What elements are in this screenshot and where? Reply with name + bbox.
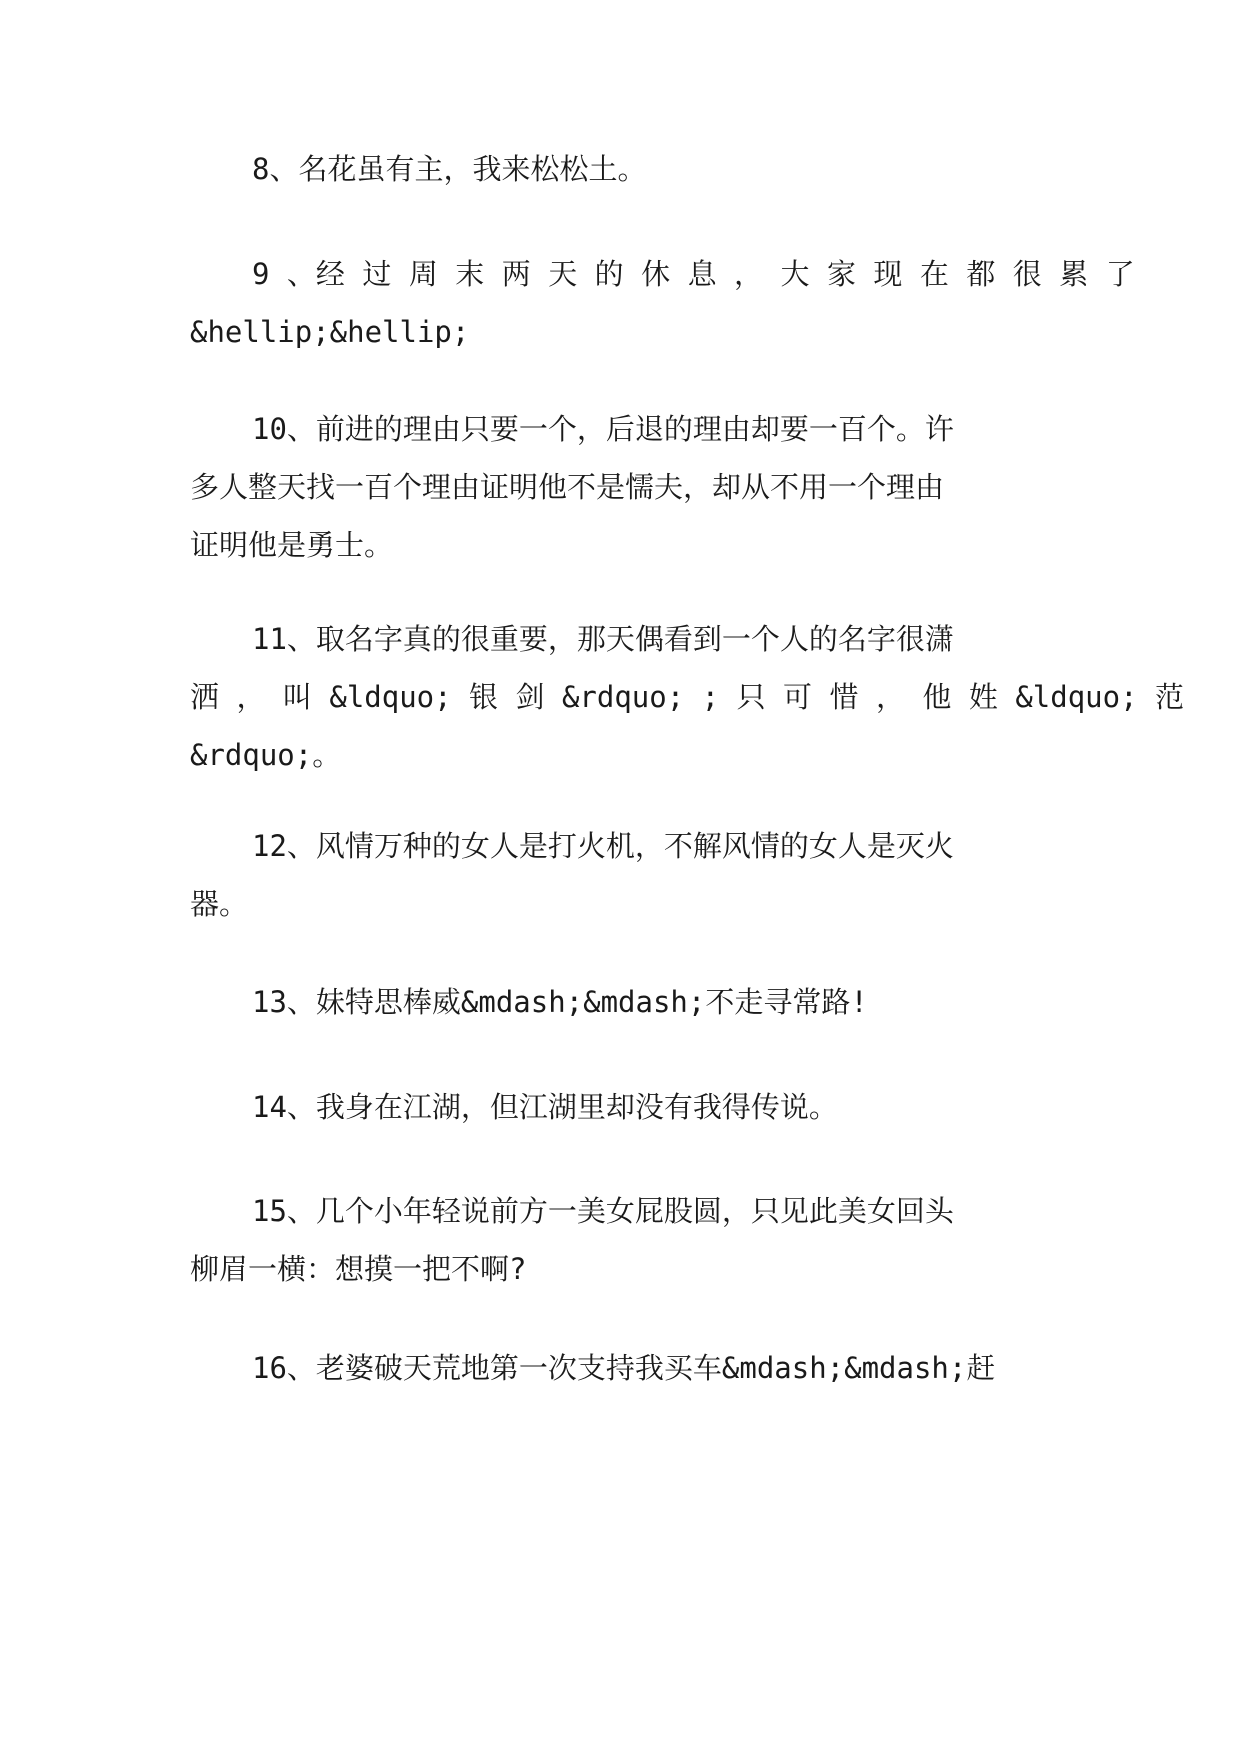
paragraph-line: 证明他是勇士。	[190, 528, 394, 562]
paragraph-12	[190, 817, 1050, 933]
paragraph-line: 柳眉一横：想摸一把不啊?	[190, 1252, 527, 1286]
paragraph-line: 10、前进的理由只要一个，后退的理由却要一百个。许	[252, 412, 954, 446]
paragraph-line: &hellip;&hellip;	[190, 315, 470, 349]
paragraph-10	[190, 400, 1050, 574]
paragraph-9	[190, 245, 1135, 361]
paragraph-line: 器。	[190, 887, 249, 921]
paragraph-16	[190, 1339, 1050, 1397]
paragraph-line: 8、名花虽有主，我来松松土。	[252, 152, 647, 186]
paragraph-line: 11、取名字真的很重要，那天偶看到一个人的名字很潇	[252, 622, 954, 656]
paragraph-11	[190, 610, 1185, 784]
paragraph-14	[190, 1078, 1050, 1136]
paragraph-line: 12、风情万种的女人是打火机，不解风情的女人是灭火	[252, 829, 954, 863]
paragraph-line: 15、几个小年轻说前方一美女屁股圆，只见此美女回头	[252, 1194, 954, 1228]
paragraph-line: &rdquo;。	[190, 738, 342, 772]
paragraph-8	[190, 140, 1050, 198]
paragraph-13	[190, 973, 1050, 1031]
paragraph-line: 洒 ， 叫 &ldquo; 银 剑 &rdquo; ; 只 可 惜 ， 他 姓 &ldquo; 范	[190, 680, 1185, 714]
paragraph-line: 9 、经 过 周 末 两 天 的 休 息 ， 大 家 现 在 都 很 累 了	[252, 257, 1135, 291]
paragraph-line: 13、妹特思棒威&mdash;&mdash;不走寻常路!	[252, 985, 868, 1019]
paragraph-line: 16、老婆破天荒地第一次支持我买车&mdash;&mdash;赶	[252, 1351, 996, 1385]
paragraph-line: 14、我身在江湖，但江湖里却没有我得传说。	[252, 1090, 838, 1124]
paragraph-line: 多人整天找一百个理由证明他不是懦夫，却从不用一个理由	[190, 470, 945, 504]
paragraph-15	[190, 1182, 1050, 1298]
